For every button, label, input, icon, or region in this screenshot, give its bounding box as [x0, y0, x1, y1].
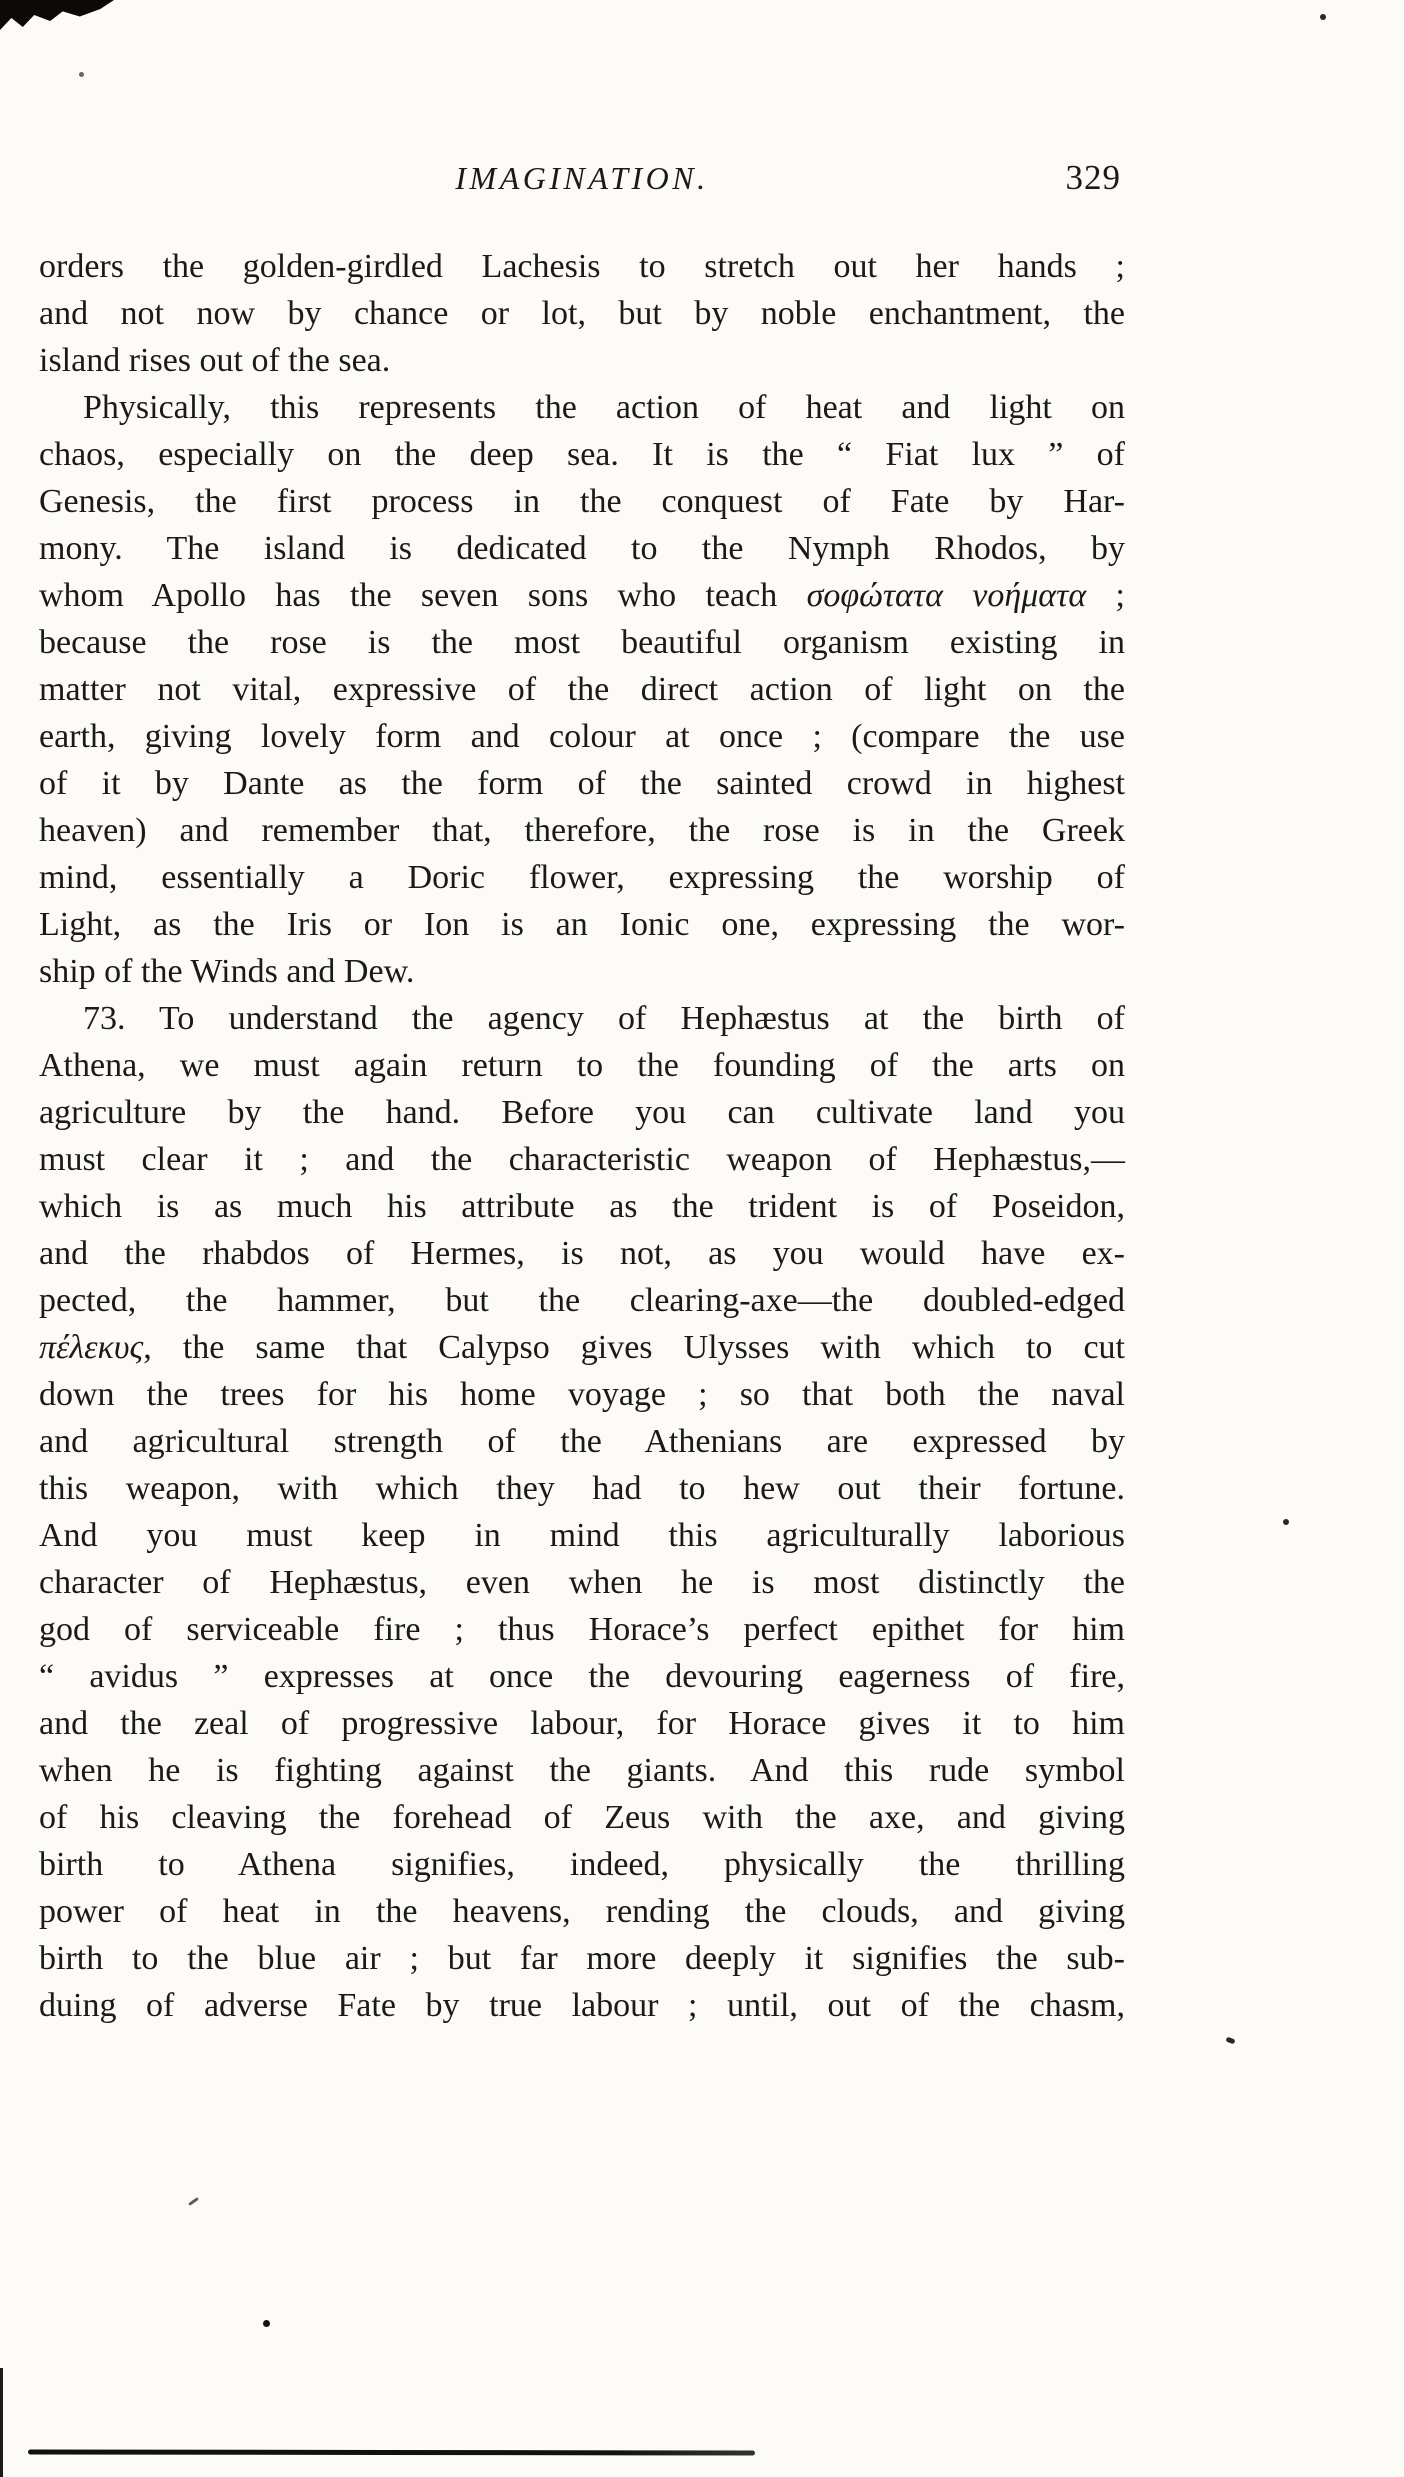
text-segment: mony. The island is dedicated to the Nymph Rhodos, by: [39, 530, 1125, 567]
text-line: [39, 760, 1125, 807]
text-line: [39, 525, 1125, 572]
text-line: [39, 1606, 1125, 1653]
text-segment: agriculture by the hand. Before you can cultivate land you: [39, 1094, 1125, 1131]
text-line: [39, 1559, 1125, 1606]
running-title: IMAGINATION.: [455, 160, 709, 196]
text-segment: island rises out of the sea.: [39, 342, 391, 379]
scan-speck: [1225, 2037, 1235, 2045]
text-segment: birth to the blue air ; but far more deeply it signifies the sub-: [39, 1940, 1125, 1977]
text-segment: birth to Athena signifies, indeed, physically the thrilling: [39, 1846, 1125, 1883]
text-segment: earth, giving lovely form and colour at once ; (compare the use: [39, 718, 1125, 755]
text-segment: heaven) and remember that, therefore, the rose is in the Greek: [39, 812, 1125, 849]
text-segment: this weapon, with which they had to hew out their fortune.: [39, 1470, 1125, 1507]
text-line: [39, 478, 1125, 525]
text-line: [39, 1371, 1125, 1418]
text-segment: , the same that Calypso gives Ulysses with which to cut: [143, 1329, 1125, 1366]
text-segment: “ avidus ” expresses at once the devouring eagerness of fire,: [39, 1658, 1125, 1695]
text-line: [39, 1888, 1125, 1935]
text-segment: Genesis, the first process in the conquest of Fate by Har-: [39, 483, 1125, 520]
text-line: [39, 1324, 1125, 1371]
text-line: [39, 1089, 1125, 1136]
text-segment: character of Hephæstus, even when he is most distinctly the: [39, 1564, 1125, 1601]
text-line: [39, 1841, 1125, 1888]
text-line: [39, 384, 1125, 431]
text-line: [39, 1465, 1125, 1512]
text-segment: which is as much his attribute as the trident is of Poseidon,: [39, 1188, 1125, 1225]
text-segment: because the rose is the most beautiful organism existing in: [39, 624, 1125, 661]
text-segment: pected, the hammer, but the clearing-axe—the doubled-edged: [39, 1282, 1125, 1319]
text-line: [39, 1042, 1125, 1089]
scan-artifact-bottom-line: [28, 2449, 755, 2455]
page-header: [39, 158, 1125, 208]
scan-speck: [1320, 14, 1326, 20]
text-segment: and the zeal of progressive labour, for Horace gives it to him: [39, 1705, 1125, 1742]
text-segment: Light, as the Iris or Ion is an Ionic one, expressing the wor-: [39, 906, 1125, 943]
text-line: [39, 290, 1125, 337]
text-segment: orders the golden-girdled Lachesis to stretch out her hands ;: [39, 248, 1125, 285]
text-segment: god of serviceable fire ; thus Horace’s perfect epithet for him: [39, 1611, 1125, 1648]
text-segment: matter not vital, expressive of the direct action of light on the: [39, 671, 1125, 708]
text-line: [39, 619, 1125, 666]
paragraph: [39, 384, 1125, 995]
text-line: [39, 1935, 1125, 1982]
text-segment: ;: [1086, 577, 1125, 614]
text-line: [39, 1277, 1125, 1324]
greek-text: πέλεκυς: [39, 1329, 144, 1366]
text-segment: whom Apollo has the seven sons who teach: [39, 577, 807, 614]
text-segment: 73. To understand the agency of Hephæstus at the birth of: [83, 1000, 1125, 1037]
text-segment: must clear it ; and the characteristic weapon of Hephæstus,—: [39, 1141, 1125, 1178]
text-line: [39, 948, 1125, 995]
text-segment: duing of adverse Fate by true labour ; until, out of the chasm,: [39, 1987, 1125, 2024]
text-line: [39, 854, 1125, 901]
text-segment: chaos, especially on the deep sea. It is the “ Fiat lux ” of: [39, 436, 1125, 473]
scan-artifact-top-left: [0, 0, 114, 30]
text-line: [39, 1136, 1125, 1183]
text-segment: and the rhabdos of Hermes, is not, as you would have ex-: [39, 1235, 1125, 1272]
text-line: [39, 713, 1125, 760]
text-segment: Physically, this represents the action of heat and light on: [83, 389, 1125, 426]
text-line: [39, 807, 1125, 854]
text-line: [39, 1418, 1125, 1465]
scan-artifact-left-edge: [0, 2368, 3, 2477]
scan-speck: [188, 2197, 199, 2206]
paragraph: [39, 243, 1125, 384]
scan-speck: [79, 72, 84, 77]
text-segment: Athena, we must again return to the founding of the arts on: [39, 1047, 1125, 1084]
scan-speck: [263, 2320, 270, 2327]
text-segment: down the trees for his home voyage ; so that both the naval: [39, 1376, 1125, 1413]
text-line: [39, 901, 1125, 948]
text-line: [39, 572, 1125, 619]
text-segment: And you must keep in mind this agriculturally laborious: [39, 1517, 1125, 1554]
text-line: [39, 1747, 1125, 1794]
text-line: [39, 431, 1125, 478]
text-line: [39, 1512, 1125, 1559]
text-segment: and not now by chance or lot, but by noble enchantment, the: [39, 295, 1125, 332]
text-line: [39, 1982, 1125, 2029]
text-line: [39, 1653, 1125, 1700]
text-segment: when he is fighting against the giants. And this rude symbol: [39, 1752, 1125, 1789]
paragraph: [39, 995, 1125, 2029]
text-segment: mind, essentially a Doric flower, expressing the worship of: [39, 859, 1125, 896]
page-number: 329: [1065, 158, 1121, 197]
text-segment: and agricultural strength of the Athenians are expressed by: [39, 1423, 1125, 1460]
text-line: [39, 1183, 1125, 1230]
text-block: [39, 243, 1125, 2029]
text-line: [39, 337, 1125, 384]
text-line: [39, 995, 1125, 1042]
text-segment: of it by Dante as the form of the sainted crowd in highest: [39, 765, 1125, 802]
text-segment: of his cleaving the forehead of Zeus with the axe, and giving: [39, 1799, 1125, 1836]
text-line: [39, 666, 1125, 713]
greek-text: σοφώτατα νοήματα: [806, 577, 1087, 614]
text-line: [39, 1700, 1125, 1747]
text-line: [39, 1230, 1125, 1277]
text-segment: power of heat in the heavens, rending the clouds, and giving: [39, 1893, 1125, 1930]
text-line: [39, 243, 1125, 290]
scan-speck: [1283, 1519, 1289, 1525]
text-segment: ship of the Winds and Dew.: [39, 953, 415, 990]
text-line: [39, 1794, 1125, 1841]
